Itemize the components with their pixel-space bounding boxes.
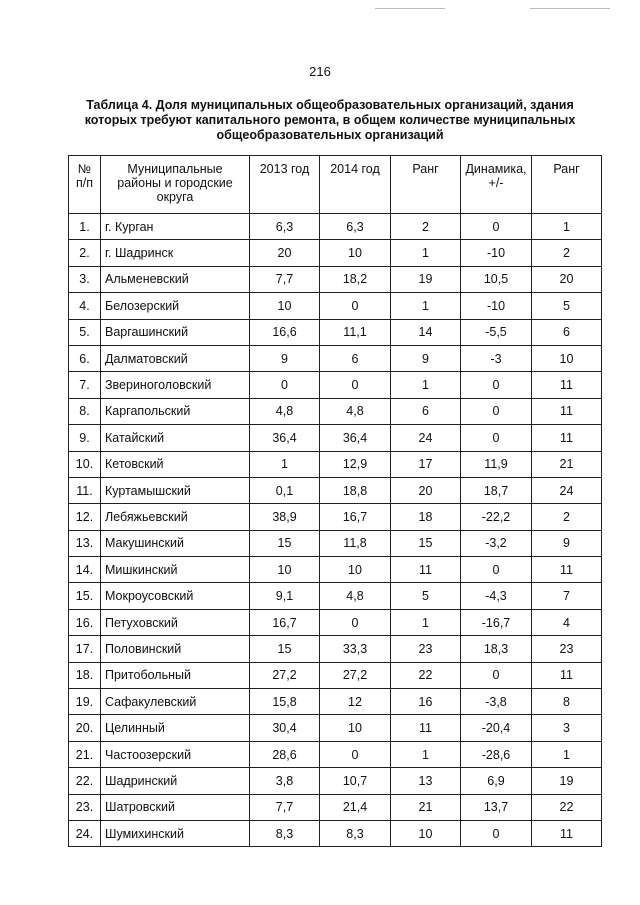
- rank-2014: 22: [391, 662, 461, 688]
- municipality-name: Петуховский: [101, 609, 250, 635]
- row-number: 19.: [69, 689, 101, 715]
- row-number: 8.: [69, 398, 101, 424]
- municipality-name: г. Курган: [101, 214, 250, 240]
- rank-dynamics: 11: [532, 372, 602, 398]
- table-row: [69, 636, 602, 662]
- dynamics-value: 10,5: [461, 266, 532, 292]
- municipality-name: Варгашинский: [101, 319, 250, 345]
- rank-dynamics: 6: [532, 319, 602, 345]
- dynamics-value: 18,3: [461, 636, 532, 662]
- value-2014: 8,3: [320, 820, 391, 846]
- municipality-name: Мокроусовский: [101, 583, 250, 609]
- row-number: 15.: [69, 583, 101, 609]
- value-2014: 12,9: [320, 451, 391, 477]
- row-number: 7.: [69, 372, 101, 398]
- municipality-name: г. Шадринск: [101, 240, 250, 266]
- rank-2014: 5: [391, 583, 461, 609]
- value-2014: 6: [320, 345, 391, 371]
- value-2013: 15,8: [250, 689, 320, 715]
- row-number: 11.: [69, 477, 101, 503]
- rank-dynamics: 24: [532, 477, 602, 503]
- value-2013: 3,8: [250, 768, 320, 794]
- rank-dynamics: 3: [532, 715, 602, 741]
- municipality-name: Катайский: [101, 425, 250, 451]
- row-number: 23.: [69, 794, 101, 820]
- table-row: [69, 398, 602, 424]
- value-2014: 4,8: [320, 583, 391, 609]
- header-2013: 2013 год: [250, 156, 320, 214]
- dynamics-value: 0: [461, 398, 532, 424]
- row-number: 6.: [69, 345, 101, 371]
- dynamics-value: -20,4: [461, 715, 532, 741]
- table-row: [69, 530, 602, 556]
- rank-2014: 13: [391, 768, 461, 794]
- municipality-name: Мишкинский: [101, 557, 250, 583]
- dynamics-value: -5,5: [461, 319, 532, 345]
- rank-dynamics: 19: [532, 768, 602, 794]
- table-row: [69, 557, 602, 583]
- table-row: [69, 820, 602, 846]
- value-2014: 18,8: [320, 477, 391, 503]
- rank-2014: 1: [391, 240, 461, 266]
- value-2013: 10: [250, 557, 320, 583]
- dynamics-value: -28,6: [461, 741, 532, 767]
- dynamics-value: 0: [461, 662, 532, 688]
- value-2014: 10,7: [320, 768, 391, 794]
- value-2014: 0: [320, 741, 391, 767]
- table-title-line-1: Таблица 4. Доля муниципальных общеобразовательных организаций, здания: [86, 98, 574, 112]
- value-2014: 33,3: [320, 636, 391, 662]
- value-2014: 11,8: [320, 530, 391, 556]
- row-number: 10.: [69, 451, 101, 477]
- value-2013: 8,3: [250, 820, 320, 846]
- rank-dynamics: 8: [532, 689, 602, 715]
- rank-2014: 19: [391, 266, 461, 292]
- row-number: 20.: [69, 715, 101, 741]
- row-number: 2.: [69, 240, 101, 266]
- dynamics-value: -22,2: [461, 504, 532, 530]
- row-number: 18.: [69, 662, 101, 688]
- value-2013: 38,9: [250, 504, 320, 530]
- rank-2014: 1: [391, 293, 461, 319]
- row-number: 21.: [69, 741, 101, 767]
- rank-dynamics: 1: [532, 741, 602, 767]
- table-title-line-2: которых требуют капитального ремонта, в общем количестве муниципальных: [84, 113, 576, 127]
- rank-dynamics: 11: [532, 425, 602, 451]
- value-2013: 9: [250, 345, 320, 371]
- municipality-name: Каргапольский: [101, 398, 250, 424]
- value-2014: 10: [320, 240, 391, 266]
- table-row: [69, 689, 602, 715]
- table-body: [69, 214, 602, 847]
- municipality-name: Куртамышский: [101, 477, 250, 503]
- rank-dynamics: 7: [532, 583, 602, 609]
- rank-dynamics: 1: [532, 214, 602, 240]
- dynamics-value: 13,7: [461, 794, 532, 820]
- value-2013: 30,4: [250, 715, 320, 741]
- row-number: 5.: [69, 319, 101, 345]
- row-number: 17.: [69, 636, 101, 662]
- rank-2014: 24: [391, 425, 461, 451]
- table-row: [69, 741, 602, 767]
- table-row: [69, 583, 602, 609]
- rank-dynamics: 4: [532, 609, 602, 635]
- value-2013: 10: [250, 293, 320, 319]
- municipality-name: Альменевский: [101, 266, 250, 292]
- value-2013: 16,6: [250, 319, 320, 345]
- table-row: [69, 477, 602, 503]
- dynamics-value: -3,2: [461, 530, 532, 556]
- value-2014: 10: [320, 715, 391, 741]
- data-table: [68, 155, 602, 847]
- table-title-line-3: общеобразовательных организаций: [216, 128, 444, 142]
- value-2013: 0: [250, 372, 320, 398]
- header-dynamics: Динамика, +/-: [461, 156, 532, 214]
- rank-2014: 16: [391, 689, 461, 715]
- value-2013: 28,6: [250, 741, 320, 767]
- municipality-name: Притобольный: [101, 662, 250, 688]
- dynamics-value: -4,3: [461, 583, 532, 609]
- dynamics-value: 0: [461, 820, 532, 846]
- value-2013: 7,7: [250, 794, 320, 820]
- value-2013: 16,7: [250, 609, 320, 635]
- dynamics-value: -16,7: [461, 609, 532, 635]
- municipality-name: Половинский: [101, 636, 250, 662]
- dynamics-value: 18,7: [461, 477, 532, 503]
- value-2014: 36,4: [320, 425, 391, 451]
- value-2014: 10: [320, 557, 391, 583]
- table-row: [69, 425, 602, 451]
- rank-dynamics: 20: [532, 266, 602, 292]
- rank-2014: 11: [391, 715, 461, 741]
- rank-dynamics: 10: [532, 345, 602, 371]
- rank-2014: 11: [391, 557, 461, 583]
- value-2013: 20: [250, 240, 320, 266]
- dynamics-value: -10: [461, 240, 532, 266]
- value-2014: 21,4: [320, 794, 391, 820]
- table-title: [60, 98, 600, 143]
- table-row: [69, 266, 602, 292]
- row-number: 9.: [69, 425, 101, 451]
- table-row: [69, 319, 602, 345]
- municipality-name: Белозерский: [101, 293, 250, 319]
- value-2013: 1: [250, 451, 320, 477]
- table-row: [69, 504, 602, 530]
- rank-dynamics: 9: [532, 530, 602, 556]
- value-2013: 36,4: [250, 425, 320, 451]
- dynamics-value: 0: [461, 372, 532, 398]
- value-2013: 27,2: [250, 662, 320, 688]
- rank-2014: 23: [391, 636, 461, 662]
- rank-2014: 1: [391, 372, 461, 398]
- rank-2014: 15: [391, 530, 461, 556]
- value-2014: 11,1: [320, 319, 391, 345]
- table-row: [69, 451, 602, 477]
- value-2013: 9,1: [250, 583, 320, 609]
- municipality-name: Целинный: [101, 715, 250, 741]
- dynamics-value: -10: [461, 293, 532, 319]
- rank-dynamics: 22: [532, 794, 602, 820]
- value-2013: 7,7: [250, 266, 320, 292]
- municipality-name: Макушинский: [101, 530, 250, 556]
- row-number: 4.: [69, 293, 101, 319]
- municipality-name: Лебяжьевский: [101, 504, 250, 530]
- municipality-name: Частоозерский: [101, 741, 250, 767]
- rank-2014: 20: [391, 477, 461, 503]
- rank-dynamics: 21: [532, 451, 602, 477]
- rank-dynamics: 2: [532, 504, 602, 530]
- dynamics-value: -3,8: [461, 689, 532, 715]
- row-number: 1.: [69, 214, 101, 240]
- rank-2014: 1: [391, 609, 461, 635]
- row-number: 14.: [69, 557, 101, 583]
- value-2014: 4,8: [320, 398, 391, 424]
- dynamics-value: 6,9: [461, 768, 532, 794]
- table-row: [69, 214, 602, 240]
- header-rank-2014: Ранг: [391, 156, 461, 214]
- value-2014: 12: [320, 689, 391, 715]
- value-2014: 6,3: [320, 214, 391, 240]
- table-row: [69, 609, 602, 635]
- table-row: [69, 662, 602, 688]
- row-number: 22.: [69, 768, 101, 794]
- value-2013: 6,3: [250, 214, 320, 240]
- table-row: [69, 715, 602, 741]
- row-number: 16.: [69, 609, 101, 635]
- dynamics-value: 0: [461, 214, 532, 240]
- municipality-name: Шатровский: [101, 794, 250, 820]
- value-2014: 0: [320, 609, 391, 635]
- municipality-name: Далматовский: [101, 345, 250, 371]
- header-2014: 2014 год: [320, 156, 391, 214]
- dynamics-value: 0: [461, 557, 532, 583]
- municipality-name: Звериноголовский: [101, 372, 250, 398]
- rank-dynamics: 11: [532, 557, 602, 583]
- header-rank-dynamics: Ранг: [532, 156, 602, 214]
- table-row: [69, 794, 602, 820]
- rank-dynamics: 2: [532, 240, 602, 266]
- table-row: [69, 768, 602, 794]
- scan-artifact-line: [530, 8, 610, 9]
- table-row: [69, 293, 602, 319]
- rank-2014: 18: [391, 504, 461, 530]
- row-number: 13.: [69, 530, 101, 556]
- row-number: 12.: [69, 504, 101, 530]
- dynamics-value: -3: [461, 345, 532, 371]
- rank-2014: 21: [391, 794, 461, 820]
- municipality-name: Кетовский: [101, 451, 250, 477]
- rank-2014: 2: [391, 214, 461, 240]
- table-row: [69, 240, 602, 266]
- row-number: 3.: [69, 266, 101, 292]
- table-row: [69, 372, 602, 398]
- rank-dynamics: 11: [532, 820, 602, 846]
- rank-2014: 14: [391, 319, 461, 345]
- row-number: 24.: [69, 820, 101, 846]
- rank-2014: 1: [391, 741, 461, 767]
- dynamics-value: 11,9: [461, 451, 532, 477]
- scan-artifact-line: [375, 8, 445, 9]
- value-2014: 18,2: [320, 266, 391, 292]
- rank-2014: 10: [391, 820, 461, 846]
- header-number: № п/п: [69, 156, 101, 214]
- value-2014: 0: [320, 372, 391, 398]
- rank-2014: 6: [391, 398, 461, 424]
- table-row: [69, 345, 602, 371]
- value-2013: 15: [250, 636, 320, 662]
- municipality-name: Шумихинский: [101, 820, 250, 846]
- rank-dynamics: 11: [532, 398, 602, 424]
- header-municipality: Муниципальные районы и городские округа: [101, 156, 250, 214]
- dynamics-value: 0: [461, 425, 532, 451]
- municipality-name: Сафакулевский: [101, 689, 250, 715]
- table-header-row: [69, 156, 602, 214]
- rank-dynamics: 23: [532, 636, 602, 662]
- rank-dynamics: 5: [532, 293, 602, 319]
- value-2014: 16,7: [320, 504, 391, 530]
- value-2013: 15: [250, 530, 320, 556]
- value-2013: 4,8: [250, 398, 320, 424]
- rank-dynamics: 11: [532, 662, 602, 688]
- value-2014: 27,2: [320, 662, 391, 688]
- rank-2014: 17: [391, 451, 461, 477]
- page-number: 216: [309, 64, 331, 79]
- municipality-name: Шадринский: [101, 768, 250, 794]
- value-2013: 0,1: [250, 477, 320, 503]
- value-2014: 0: [320, 293, 391, 319]
- rank-2014: 9: [391, 345, 461, 371]
